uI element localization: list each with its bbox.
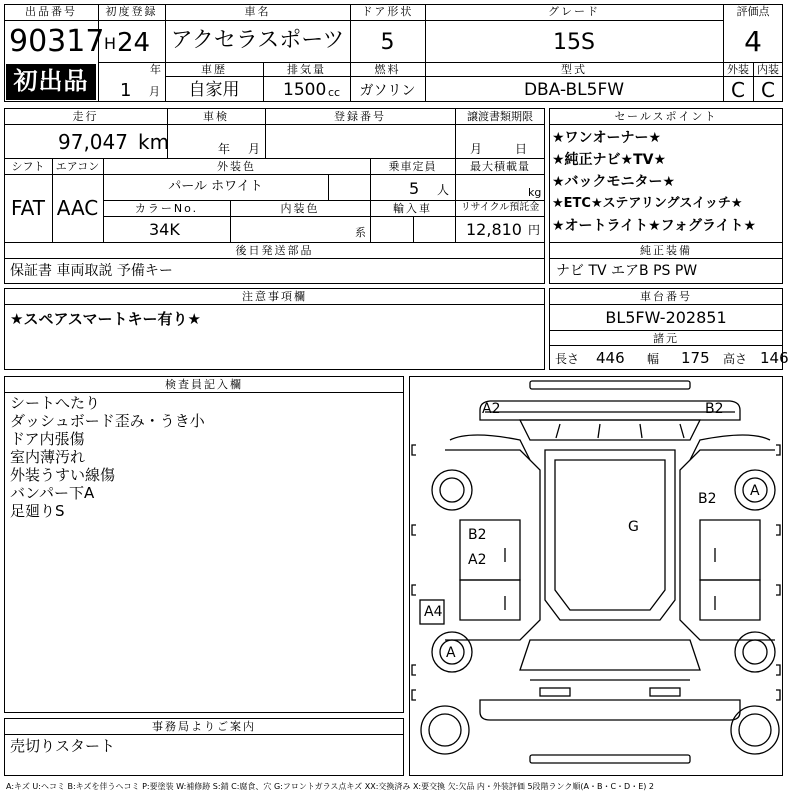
inspector-line: 外装うすい線傷 (10, 466, 116, 484)
length-label: 長さ (555, 352, 580, 366)
damage-mark-b2-left-door: B2 (468, 527, 487, 543)
first-listing-badge-text: 初出品 (13, 67, 89, 95)
width-label: 幅 (647, 352, 660, 366)
color-no-label: カラーNo. (134, 202, 199, 215)
office-label: 事務局よりご案内 (152, 720, 256, 733)
height-label: 高さ (723, 352, 748, 366)
model-code: DBA-BL5FW (523, 80, 625, 100)
later-parts-label: 後日発送部品 (235, 244, 314, 257)
car-name-label: 車名 (244, 5, 271, 18)
inspector-line: シートへたり (10, 394, 101, 412)
lot-number: 90317 (9, 24, 105, 59)
displacement-label: 排気量 (287, 63, 326, 76)
first-reg-month: 1 (120, 80, 132, 101)
int-grade: C (761, 78, 775, 102)
length: 446 (596, 349, 625, 367)
inspector-line: ドア内張傷 (10, 430, 85, 448)
inspector-line: バンパー下A (10, 484, 95, 502)
car-name: アクセラスポーツ (170, 28, 345, 53)
mileage-unit: km (138, 130, 170, 154)
transfer-day-unit: 日 (515, 142, 528, 156)
displacement-unit: cc (328, 86, 341, 99)
shift-label: シフト (11, 160, 45, 173)
fuel: ガソリン (359, 83, 416, 99)
grade: 15S (553, 30, 595, 55)
interior-unit: 系 (355, 226, 366, 239)
sales-point: ★純正ナビ★TV★ (552, 152, 667, 168)
score-label: 評価点 (736, 5, 770, 18)
capacity-unit: 人 (437, 183, 450, 197)
sales-label: セールスポイント (614, 110, 718, 123)
inspection-label: 車検 (203, 110, 229, 123)
door-count: 5 (380, 30, 395, 55)
first-reg-year: 24 (117, 28, 151, 58)
inspector-line: ダッシュボード歪み・うき小 (10, 412, 205, 430)
damage-mark-a-rear-wheel: A (446, 645, 456, 661)
first-reg-label: 初度登録 (105, 5, 158, 18)
chassis-label: 車台番号 (640, 290, 692, 303)
interior-label: 内装色 (280, 202, 320, 215)
int-grade-label: 内装 (757, 63, 779, 76)
damage-mark-a-wheel: A (750, 483, 760, 499)
recycle-amount: 12,810 (466, 220, 522, 239)
mileage-label: 走行 (72, 110, 99, 123)
sales-point: ★オートライト★フォグライト★ (552, 218, 757, 234)
color: パール ホワイト (168, 179, 263, 194)
inspector-label: 検査員記入欄 (165, 378, 243, 391)
history-label: 車歴 (201, 63, 227, 76)
inspector-line: 足廻りS (10, 502, 65, 520)
equip-label: 純正装備 (640, 244, 692, 257)
transfer-month-unit: 月 (470, 142, 483, 156)
sales-point: ★ワンオーナー★ (552, 130, 662, 146)
later-parts: 保証書 車両取説 予備キー (10, 263, 173, 279)
equipment: ナビ TV エアB PS PW (556, 263, 698, 279)
score: 4 (744, 25, 762, 58)
transfer-label: 譲渡書類期限 (467, 110, 533, 123)
model-label: 型式 (561, 63, 587, 76)
displacement: 1500 (283, 80, 327, 100)
damage-mark-g-roof: G (628, 519, 639, 535)
import-label: 輸入車 (393, 202, 432, 215)
color-label: 外装色 (217, 160, 256, 173)
damage-mark-a2-left-door: A2 (468, 552, 487, 568)
height: 146 (760, 349, 789, 367)
inspection-month-unit: 月 (248, 142, 261, 156)
recycle-label: リサイクル預託金 (460, 202, 540, 213)
month-unit: 月 (149, 85, 160, 98)
era-letter: H (104, 34, 117, 53)
damage-mark-b2-front: B2 (705, 401, 724, 417)
aircon: AAC (56, 196, 99, 220)
capacity-label: 乗車定員 (388, 160, 437, 173)
width: 175 (681, 349, 710, 367)
load-label: 最大積載量 (470, 160, 530, 173)
office-text: 売切りスタート (10, 737, 116, 755)
load-unit: kg (528, 186, 542, 199)
door-label: ドア形状 (361, 5, 414, 18)
history: 自家用 (188, 80, 240, 100)
damage-mark-a2-front: A2 (482, 401, 501, 417)
dims-label: 諸元 (653, 332, 679, 345)
fuel-label: 燃料 (374, 63, 401, 76)
ext-grade: C (731, 78, 745, 102)
grade-label: グレード (548, 5, 600, 18)
notes-text: ★スペアスマートキー有り★ (10, 310, 201, 328)
inspector-line: 室内薄汚れ (10, 448, 86, 466)
damage-mark-a4-left: A4 (424, 604, 443, 620)
inspection-year-unit: 年 (218, 142, 231, 156)
legend-text: A:キズ U:ヘコミ B:キズを伴うヘコミ P:要塗装 W:補修跡 S:錆 C:腐食、穴 G:フロントガラス点キズ XX:交換済み X:要交換 欠:欠品 内・外装評価 5段階ランク順(A・B・C・D・E) 2 (6, 782, 655, 791)
recycle-unit: 円 (528, 223, 541, 237)
capacity: 5 (409, 179, 420, 198)
aircon-label: エアコン (55, 160, 100, 173)
reg-no-label: 登録番号 (334, 110, 386, 123)
sales-point: ★ETC★ステアリングスイッチ★ (552, 196, 743, 211)
mileage: 97,047 (58, 130, 128, 154)
color-no: 34K (149, 220, 180, 239)
damage-mark-b2-right: B2 (698, 491, 717, 507)
year-unit: 年 (150, 63, 161, 76)
lot-no-label: 出品番号 (25, 5, 77, 18)
sales-point: ★バックモニター★ (552, 174, 676, 190)
shift: FAT (10, 196, 45, 220)
ext-grade-label: 外装 (727, 63, 749, 76)
notes-label: 注意事項欄 (242, 290, 307, 303)
chassis-number: BL5FW-202851 (605, 308, 727, 327)
